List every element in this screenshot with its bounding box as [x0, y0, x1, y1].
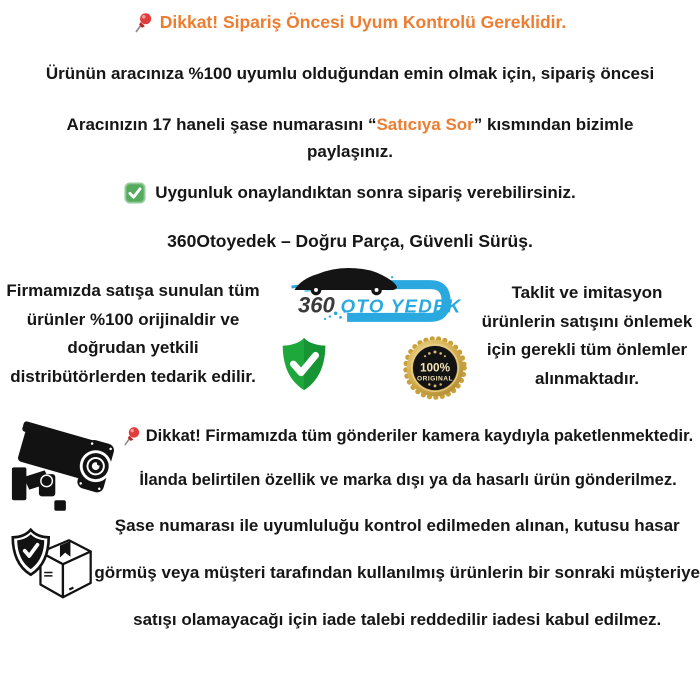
- badge-label-text: ORIGINAL: [416, 375, 454, 383]
- intro-line-2-prefix: Aracınızın 17 haneli şase numarasını “: [66, 115, 377, 134]
- original-products-line: distribütörlerden tedarik edilir.: [10, 366, 256, 386]
- return-policy-line: görmüş veya müşteri tarafından kullanılmış ürünlerin bir sonraki müşteriye: [94, 563, 700, 582]
- trust-band: [0, 265, 700, 401]
- slogan: 360Otoyedek – Doğru Parça, Güvenli Sürüş.: [167, 231, 533, 251]
- anti-counterfeit-line: için gerekli tüm önlemler: [486, 340, 688, 359]
- intro-line-2-suffix: ” kısmından bizimle: [473, 115, 634, 134]
- camera-warning-line: [116, 426, 700, 446]
- seal-row: [272, 335, 468, 401]
- approval-line: [0, 182, 700, 204]
- camera-texts: [116, 417, 700, 490]
- logo-name: OTO YEDEK: [340, 295, 462, 317]
- return-policy-texts: [94, 514, 700, 630]
- camera-band: [0, 417, 700, 514]
- intro-line-1: Ürünün aracınıza %100 uyumlu olduğundan emin olmak için, sipariş öncesi: [45, 64, 655, 83]
- anti-counterfeit-text: [474, 265, 700, 401]
- logo-number: 360: [298, 292, 335, 318]
- cctv-camera-icon: [10, 417, 116, 514]
- pushpin-icon: [134, 12, 153, 33]
- brand-logo-block: [266, 265, 474, 401]
- compliance-heading: [0, 12, 700, 33]
- shield-package-icon: [6, 514, 94, 616]
- 360-oto-yedek-logo: [267, 265, 473, 337]
- original-products-line: ürünler %100 orijinaldir ve: [26, 309, 240, 329]
- original-products-line: doğrudan yetkili: [67, 338, 199, 357]
- anti-counterfeit-line: alınmaktadır.: [535, 368, 639, 388]
- original-products-line: Firmamızda satışa sunulan tüm: [6, 281, 260, 300]
- compliance-heading-text: Dikkat! Sipariş Öncesi Uyum Kontrolü Gereklidir.: [159, 12, 567, 32]
- no-offspec-shipment-text: İlanda belirtilen özellik ve marka dışı ya da hasarlı ürün gönderilmez.: [139, 471, 677, 489]
- anti-counterfeit-line: Taklit ve imitasyon: [511, 283, 663, 302]
- camera-warning-text: Dikkat! Firmamızda tüm gönderiler kamera kaydıyla paketlenmektedir.: [145, 426, 694, 445]
- anti-counterfeit-line: ürünlerin satışını önlemek: [481, 311, 693, 331]
- green-shield-check-icon: [272, 335, 336, 393]
- intro-line-2: [0, 111, 700, 165]
- badge-percent-text: 100%: [419, 361, 451, 375]
- return-policy-band: [0, 514, 700, 630]
- ask-seller-highlight: Satıcıya Sor: [376, 115, 474, 134]
- green-checkbox-icon: [124, 182, 146, 204]
- intro-line-2-tail: paylaşınız.: [307, 142, 393, 161]
- return-policy-line: Şase numarası ile uyumluluğu kontrol edilmeden alınan, kutusu hasar: [114, 516, 680, 535]
- pushpin-icon: [123, 426, 141, 446]
- approval-text: Uygunluk onaylandıktan sonra sipariş verebilirsiniz.: [155, 183, 576, 202]
- original-products-text: [0, 265, 266, 401]
- return-policy-line: satışı olamayacağı için iade talebi reddedilir iadesi kabul edilmez.: [133, 610, 662, 629]
- original-badge-icon: [402, 335, 468, 401]
